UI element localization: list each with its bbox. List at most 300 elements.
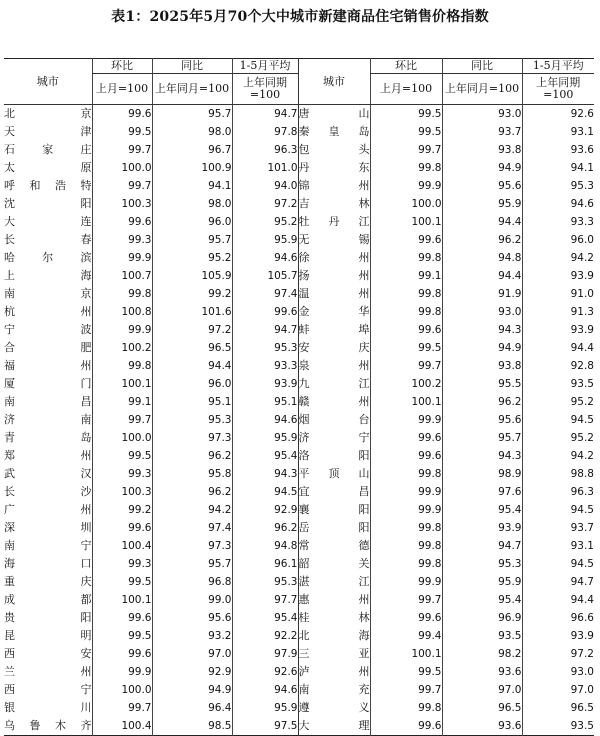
right-avg-value: 94.6 <box>522 195 594 213</box>
right-mom-value: 100.1 <box>370 645 442 663</box>
right-avg-value: 93.9 <box>522 627 594 645</box>
left-yoy-value: 96.0 <box>152 213 232 231</box>
right-yoy-value: 96.5 <box>442 699 522 717</box>
right-yoy-value: 94.4 <box>442 213 522 231</box>
right-yoy-value: 94.9 <box>442 339 522 357</box>
right-mom-value: 99.6 <box>370 447 442 465</box>
left-yoy-value: 96.4 <box>152 699 232 717</box>
left-mom-value: 100.7 <box>92 267 152 285</box>
table-title: 表1：2025年5月70个大中城市新建商品住宅销售价格指数 <box>111 9 489 25</box>
right-avg-value: 93.1 <box>522 123 594 141</box>
left-city-name: 哈尔滨 <box>4 251 92 264</box>
left-avg-value: 92.6 <box>232 663 298 681</box>
price-index-table <box>4 58 594 736</box>
left-mom-value: 100.3 <box>92 483 152 501</box>
right-avg-value: 97.0 <box>522 681 594 699</box>
right-yoy-value: 93.8 <box>442 357 522 375</box>
right-mom-value: 99.9 <box>370 177 442 195</box>
right-avg-value: 96.6 <box>522 609 594 627</box>
right-mom-value: 99.9 <box>370 501 442 519</box>
left-city-name: 兰州 <box>4 665 92 678</box>
left-mom-value: 99.7 <box>92 141 152 159</box>
header-mom-base-left: 上月=100 <box>92 74 152 105</box>
table-row <box>4 303 594 321</box>
left-avg-value: 94.3 <box>232 465 298 483</box>
header-city-left: 城市 <box>4 59 92 105</box>
right-city-name: 平顶山 <box>298 465 370 483</box>
header-yoy-base-right: 上年同月=100 <box>442 74 522 105</box>
left-mom-value: 99.7 <box>92 699 152 717</box>
left-avg-value: 97.5 <box>232 717 298 736</box>
left-yoy-value: 94.1 <box>152 177 232 195</box>
header-city-right: 城市 <box>298 59 370 105</box>
left-city-name: 青岛 <box>4 431 92 444</box>
right-mom-value: 99.6 <box>370 609 442 627</box>
table-row <box>4 393 594 411</box>
right-avg-value: 93.5 <box>522 717 594 736</box>
right-city-name: 岳阳 <box>298 519 370 537</box>
table-row <box>4 267 594 285</box>
left-avg-value: 96.2 <box>232 519 298 537</box>
left-avg-value: 95.4 <box>232 609 298 627</box>
left-avg-value: 94.6 <box>232 411 298 429</box>
left-avg-value: 95.3 <box>232 339 298 357</box>
right-yoy-value: 93.0 <box>442 105 522 124</box>
left-city-name: 乌鲁木齐 <box>4 719 92 732</box>
right-mom-value: 99.5 <box>370 123 442 141</box>
right-yoy-value: 93.6 <box>442 663 522 681</box>
left-yoy-value: 96.2 <box>152 447 232 465</box>
right-yoy-value: 93.0 <box>442 303 522 321</box>
right-mom-value: 99.6 <box>370 321 442 339</box>
right-yoy-value: 94.3 <box>442 447 522 465</box>
left-city-name: 武汉 <box>4 467 92 480</box>
table-row <box>4 429 594 447</box>
left-avg-value: 99.6 <box>232 303 298 321</box>
right-city-name: 大理 <box>298 717 370 736</box>
left-city-name: 广州 <box>4 503 92 516</box>
right-city-name: 金华 <box>298 303 370 321</box>
left-mom-value: 99.3 <box>92 465 152 483</box>
left-city-name: 西安 <box>4 647 92 660</box>
right-mom-value: 99.6 <box>370 231 442 249</box>
right-yoy-value: 95.4 <box>442 591 522 609</box>
right-avg-value: 96.0 <box>522 231 594 249</box>
left-yoy-value: 94.4 <box>152 357 232 375</box>
left-mom-value: 100.1 <box>92 375 152 393</box>
right-city-name: 洛阳 <box>298 447 370 465</box>
right-avg-value: 94.4 <box>522 591 594 609</box>
table-row <box>4 411 594 429</box>
left-avg-value: 95.2 <box>232 213 298 231</box>
left-city-name: 南宁 <box>4 539 92 552</box>
header-avg-right: 1-5月平均 <box>522 59 594 74</box>
left-city-name: 深圳 <box>4 521 92 534</box>
left-yoy-value: 95.6 <box>152 609 232 627</box>
left-avg-value: 92.9 <box>232 501 298 519</box>
left-yoy-value: 93.2 <box>152 627 232 645</box>
right-avg-value: 93.9 <box>522 267 594 285</box>
right-yoy-value: 91.9 <box>442 285 522 303</box>
left-yoy-value: 96.2 <box>152 483 232 501</box>
left-avg-value: 96.1 <box>232 555 298 573</box>
header-yoy-base-left: 上年同月=100 <box>152 74 232 105</box>
left-mom-value: 99.7 <box>92 177 152 195</box>
right-yoy-value: 95.3 <box>442 555 522 573</box>
left-yoy-value: 97.2 <box>152 321 232 339</box>
left-yoy-value: 96.0 <box>152 375 232 393</box>
table-row <box>4 465 594 483</box>
table-row <box>4 195 594 213</box>
right-yoy-value: 94.8 <box>442 249 522 267</box>
table-row <box>4 447 594 465</box>
table-row <box>4 501 594 519</box>
left-avg-value: 95.9 <box>232 231 298 249</box>
right-yoy-value: 96.2 <box>442 231 522 249</box>
right-city-name: 遵义 <box>298 699 370 717</box>
right-mom-value: 99.7 <box>370 357 442 375</box>
right-mom-value: 99.8 <box>370 699 442 717</box>
left-city-name: 太原 <box>4 161 92 174</box>
left-yoy-value: 97.0 <box>152 645 232 663</box>
left-city-name: 石家庄 <box>4 143 92 156</box>
table-row <box>4 555 594 573</box>
right-city-name: 安庆 <box>298 339 370 357</box>
left-avg-value: 97.7 <box>232 591 298 609</box>
table-row <box>4 699 594 717</box>
header-mom-base-right: 上月=100 <box>370 74 442 105</box>
left-yoy-value: 96.8 <box>152 573 232 591</box>
left-avg-value: 97.4 <box>232 285 298 303</box>
left-mom-value: 99.6 <box>92 609 152 627</box>
right-avg-value: 93.0 <box>522 663 594 681</box>
table-row <box>4 681 594 699</box>
left-city-name: 长沙 <box>4 485 92 498</box>
header-avg-base-right: 上年同期=100 <box>522 74 594 105</box>
right-mom-value: 100.1 <box>370 393 442 411</box>
right-avg-value: 95.2 <box>522 429 594 447</box>
right-mom-value: 99.8 <box>370 465 442 483</box>
left-yoy-value: 98.0 <box>152 195 232 213</box>
left-yoy-value: 95.7 <box>152 555 232 573</box>
left-mom-value: 99.9 <box>92 321 152 339</box>
left-mom-value: 100.0 <box>92 681 152 699</box>
header-yoy-right: 同比 <box>442 59 522 74</box>
right-avg-value: 95.2 <box>522 393 594 411</box>
right-city-name: 南充 <box>298 681 370 699</box>
table-row <box>4 519 594 537</box>
right-city-name: 锦州 <box>298 177 370 195</box>
right-avg-value: 95.3 <box>522 177 594 195</box>
right-avg-value: 91.0 <box>522 285 594 303</box>
right-mom-value: 99.6 <box>370 717 442 736</box>
left-city-name: 成都 <box>4 593 92 606</box>
right-avg-value: 94.1 <box>522 159 594 177</box>
right-avg-value: 94.5 <box>522 555 594 573</box>
right-city-name: 惠州 <box>298 591 370 609</box>
left-mom-value: 99.6 <box>92 213 152 231</box>
left-mom-value: 99.1 <box>92 393 152 411</box>
table-row <box>4 591 594 609</box>
right-yoy-value: 96.9 <box>442 609 522 627</box>
header-mom-left: 环比 <box>92 59 152 74</box>
right-city-name: 扬州 <box>298 267 370 285</box>
left-mom-value: 99.5 <box>92 447 152 465</box>
table-row <box>4 663 594 681</box>
left-yoy-value: 95.7 <box>152 105 232 124</box>
left-yoy-value: 99.0 <box>152 591 232 609</box>
left-city-name: 大连 <box>4 215 92 228</box>
right-yoy-value: 95.9 <box>442 573 522 591</box>
right-mom-value: 99.5 <box>370 105 442 124</box>
right-yoy-value: 98.9 <box>442 465 522 483</box>
right-city-name: 赣州 <box>298 393 370 411</box>
left-mom-value: 99.6 <box>92 105 152 124</box>
left-city-name: 沈阳 <box>4 197 92 210</box>
right-city-name: 唐山 <box>298 105 370 124</box>
right-city-name: 蚌埠 <box>298 321 370 339</box>
right-yoy-value: 93.8 <box>442 141 522 159</box>
left-mom-value: 99.3 <box>92 231 152 249</box>
table-row <box>4 231 594 249</box>
table-body <box>4 105 594 736</box>
table-row <box>4 645 594 663</box>
left-avg-value: 95.1 <box>232 393 298 411</box>
right-avg-value: 93.6 <box>522 141 594 159</box>
left-avg-value: 94.6 <box>232 249 298 267</box>
right-yoy-value: 95.9 <box>442 195 522 213</box>
right-avg-value: 96.5 <box>522 699 594 717</box>
right-city-name: 吉林 <box>298 195 370 213</box>
left-mom-value: 99.8 <box>92 357 152 375</box>
right-yoy-value: 97.0 <box>442 681 522 699</box>
left-yoy-value: 101.6 <box>152 303 232 321</box>
left-mom-value: 99.5 <box>92 123 152 141</box>
left-yoy-value: 96.5 <box>152 339 232 357</box>
right-avg-value: 94.4 <box>522 339 594 357</box>
right-avg-value: 94.7 <box>522 573 594 591</box>
left-avg-value: 95.4 <box>232 447 298 465</box>
right-yoy-value: 93.7 <box>442 123 522 141</box>
left-mom-value: 100.0 <box>92 429 152 447</box>
right-city-name: 温州 <box>298 285 370 303</box>
right-avg-value: 94.5 <box>522 501 594 519</box>
left-city-name: 南京 <box>4 287 92 300</box>
left-mom-value: 99.6 <box>92 645 152 663</box>
left-city-name: 郑州 <box>4 449 92 462</box>
table-row <box>4 249 594 267</box>
header-mom-right: 环比 <box>370 59 442 74</box>
right-mom-value: 99.8 <box>370 555 442 573</box>
right-yoy-value: 94.4 <box>442 267 522 285</box>
left-mom-value: 99.8 <box>92 285 152 303</box>
left-yoy-value: 100.9 <box>152 159 232 177</box>
table-row <box>4 285 594 303</box>
right-city-name: 北海 <box>298 627 370 645</box>
left-avg-value: 105.7 <box>232 267 298 285</box>
table-row <box>4 213 594 231</box>
right-mom-value: 99.5 <box>370 663 442 681</box>
left-yoy-value: 95.1 <box>152 393 232 411</box>
right-mom-value: 100.1 <box>370 213 442 231</box>
left-mom-value: 100.4 <box>92 717 152 736</box>
left-city-name: 杭州 <box>4 305 92 318</box>
left-city-name: 济南 <box>4 413 92 426</box>
right-mom-value: 99.7 <box>370 591 442 609</box>
left-avg-value: 93.9 <box>232 375 298 393</box>
left-city-name: 厦门 <box>4 377 92 390</box>
right-mom-value: 99.7 <box>370 681 442 699</box>
left-mom-value: 99.3 <box>92 555 152 573</box>
right-mom-value: 99.8 <box>370 537 442 555</box>
left-mom-value: 100.3 <box>92 195 152 213</box>
table-row <box>4 105 594 124</box>
left-city-name: 贵阳 <box>4 611 92 624</box>
header-avg-left: 1-5月平均 <box>232 59 298 74</box>
left-mom-value: 99.5 <box>92 627 152 645</box>
table-row <box>4 123 594 141</box>
left-city-name: 北京 <box>4 107 92 120</box>
right-city-name: 桂林 <box>298 609 370 627</box>
right-mom-value: 99.7 <box>370 141 442 159</box>
right-avg-value: 92.6 <box>522 105 594 124</box>
left-yoy-value: 94.9 <box>152 681 232 699</box>
right-yoy-value: 93.5 <box>442 627 522 645</box>
left-yoy-value: 97.3 <box>152 429 232 447</box>
table-row <box>4 357 594 375</box>
left-yoy-value: 97.4 <box>152 519 232 537</box>
left-yoy-value: 96.7 <box>152 141 232 159</box>
right-city-name: 三亚 <box>298 645 370 663</box>
table-row <box>4 141 594 159</box>
right-mom-value: 99.8 <box>370 303 442 321</box>
right-mom-value: 99.9 <box>370 573 442 591</box>
left-city-name: 天津 <box>4 125 92 138</box>
right-yoy-value: 94.9 <box>442 159 522 177</box>
right-avg-value: 92.8 <box>522 357 594 375</box>
left-avg-value: 92.2 <box>232 627 298 645</box>
left-avg-value: 97.9 <box>232 645 298 663</box>
left-yoy-value: 95.7 <box>152 231 232 249</box>
table-row <box>4 321 594 339</box>
right-city-name: 泉州 <box>298 357 370 375</box>
right-city-name: 秦皇岛 <box>298 123 370 141</box>
left-mom-value: 100.2 <box>92 339 152 357</box>
right-yoy-value: 95.4 <box>442 501 522 519</box>
left-city-name: 宁波 <box>4 323 92 336</box>
left-avg-value: 95.3 <box>232 573 298 591</box>
left-city-name: 呼和浩特 <box>4 179 92 192</box>
left-yoy-value: 95.2 <box>152 249 232 267</box>
right-city-name: 襄阳 <box>298 501 370 519</box>
right-mom-value: 99.8 <box>370 285 442 303</box>
left-city-name: 西宁 <box>4 683 92 696</box>
left-yoy-value: 98.0 <box>152 123 232 141</box>
right-city-name: 丹东 <box>298 159 370 177</box>
right-mom-value: 99.6 <box>370 429 442 447</box>
left-mom-value: 99.7 <box>92 411 152 429</box>
right-yoy-value: 95.6 <box>442 411 522 429</box>
right-city-name: 烟台 <box>298 411 370 429</box>
right-avg-value: 94.5 <box>522 411 594 429</box>
right-avg-value: 93.5 <box>522 375 594 393</box>
right-yoy-value: 94.3 <box>442 321 522 339</box>
right-mom-value: 99.5 <box>370 339 442 357</box>
table-row <box>4 375 594 393</box>
right-city-name: 韶关 <box>298 555 370 573</box>
right-mom-value: 99.8 <box>370 159 442 177</box>
left-avg-value: 94.7 <box>232 105 298 124</box>
right-avg-value: 96.3 <box>522 483 594 501</box>
left-city-name: 南昌 <box>4 395 92 408</box>
left-yoy-value: 98.5 <box>152 717 232 736</box>
right-city-name: 湛江 <box>298 573 370 591</box>
left-avg-value: 94.0 <box>232 177 298 195</box>
header-avg-base-left: 上年同期=100 <box>232 74 298 105</box>
table-row <box>4 573 594 591</box>
right-yoy-value: 95.5 <box>442 375 522 393</box>
left-avg-value: 101.0 <box>232 159 298 177</box>
right-yoy-value: 93.6 <box>442 717 522 736</box>
header-yoy-left: 同比 <box>152 59 232 74</box>
right-mom-value: 99.8 <box>370 519 442 537</box>
right-mom-value: 99.8 <box>370 249 442 267</box>
left-yoy-value: 95.8 <box>152 465 232 483</box>
right-city-name: 牡丹江 <box>298 213 370 231</box>
left-mom-value: 100.1 <box>92 591 152 609</box>
right-mom-value: 99.9 <box>370 483 442 501</box>
left-yoy-value: 92.9 <box>152 663 232 681</box>
left-mom-value: 100.4 <box>92 537 152 555</box>
left-avg-value: 93.3 <box>232 357 298 375</box>
right-city-name: 泸州 <box>298 663 370 681</box>
right-city-name: 包头 <box>298 141 370 159</box>
right-city-name: 九江 <box>298 375 370 393</box>
left-yoy-value: 99.2 <box>152 285 232 303</box>
right-yoy-value: 96.2 <box>442 393 522 411</box>
right-mom-value: 99.1 <box>370 267 442 285</box>
left-city-name: 合肥 <box>4 341 92 354</box>
left-avg-value: 95.9 <box>232 699 298 717</box>
right-avg-value: 93.9 <box>522 321 594 339</box>
right-mom-value: 99.9 <box>370 411 442 429</box>
right-city-name: 常德 <box>298 537 370 555</box>
right-city-name: 无锡 <box>298 231 370 249</box>
table-row <box>4 159 594 177</box>
right-yoy-value: 93.9 <box>442 519 522 537</box>
right-yoy-value: 94.7 <box>442 537 522 555</box>
table-row <box>4 339 594 357</box>
left-mom-value: 99.2 <box>92 501 152 519</box>
left-avg-value: 95.9 <box>232 429 298 447</box>
right-mom-value: 100.2 <box>370 375 442 393</box>
left-yoy-value: 105.9 <box>152 267 232 285</box>
right-avg-value: 93.7 <box>522 519 594 537</box>
right-avg-value: 97.2 <box>522 645 594 663</box>
left-city-name: 上海 <box>4 269 92 282</box>
right-yoy-value: 98.2 <box>442 645 522 663</box>
right-yoy-value: 95.7 <box>442 429 522 447</box>
left-yoy-value: 95.3 <box>152 411 232 429</box>
left-avg-value: 96.3 <box>232 141 298 159</box>
table-row <box>4 537 594 555</box>
left-mom-value: 99.9 <box>92 663 152 681</box>
right-avg-value: 93.3 <box>522 213 594 231</box>
left-city-name: 昆明 <box>4 629 92 642</box>
left-avg-value: 94.5 <box>232 483 298 501</box>
right-mom-value: 100.0 <box>370 195 442 213</box>
left-avg-value: 94.7 <box>232 321 298 339</box>
